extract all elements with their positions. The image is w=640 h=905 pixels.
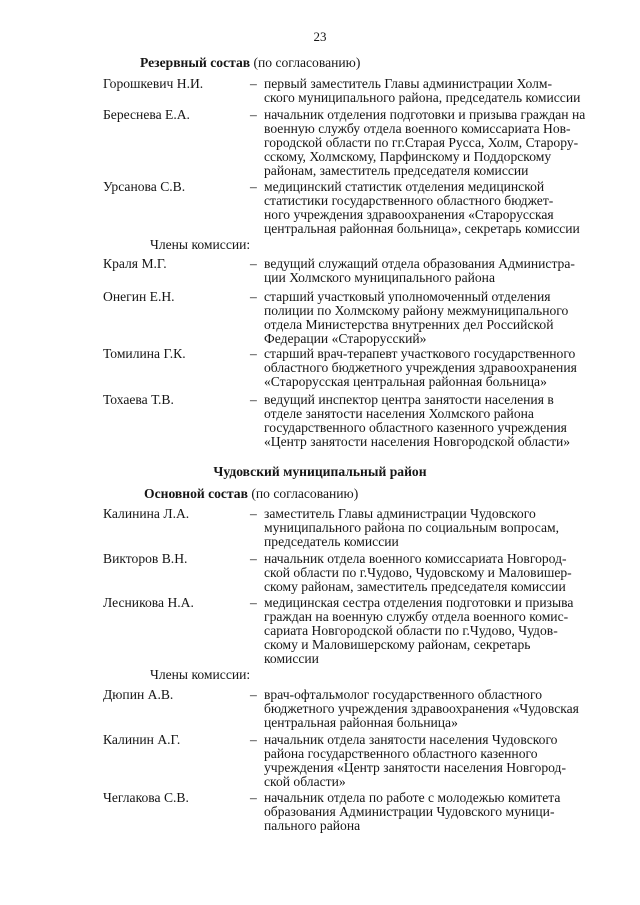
dash: – <box>250 506 257 521</box>
dash: – <box>250 289 257 304</box>
member-name: Горошкевич Н.И. <box>103 76 204 91</box>
dash: – <box>250 790 257 805</box>
member-name: Викторов В.Н. <box>103 551 188 566</box>
member-name: Лесникова Н.А. <box>103 595 194 610</box>
reserve-heading-note: (по согласованию) <box>250 55 361 70</box>
dash: – <box>250 346 257 361</box>
members-label: Члены комиссии: <box>150 237 251 252</box>
member-role: начальник отдела занятости населения Чудовского района государственного областного казенного учреждения «Центр занятости населения Новгород- ской области» <box>264 732 566 789</box>
dash: – <box>250 392 257 407</box>
dash: – <box>250 179 257 194</box>
member-name: Чеглакова С.В. <box>103 790 189 805</box>
dash: – <box>250 76 257 91</box>
member-role: ведущий инспектор центра занятости населения в отделе занятости населения Холмского района государственного областного казенного учреждения «Центр занятости населения Новгородской области» <box>264 392 571 449</box>
member-name: Дюпин А.В. <box>103 687 174 702</box>
member-role: начальник отдела по работе с молодежью комитета образования Администрации Чудовского муници- пального района <box>264 790 561 833</box>
dash: – <box>250 732 257 747</box>
member-role: медицинский статистик отделения медицинской статистики государственного областного бюджет- ного учреждения здравоохранения «Старорусская центральная районная больница», секретарь комиссии <box>264 179 580 236</box>
member-role: ведущий служащий отдела образования Администра- ции Холмского муниципального района <box>264 256 575 285</box>
member-name: Береснева Е.А. <box>103 107 190 122</box>
page-number: 23 <box>313 29 327 44</box>
member-role: заместитель Главы администрации Чудовского муниципального района по социальным вопросам, председатель комиссии <box>264 506 559 549</box>
member-role: врач-офтальмолог государственного областного бюджетного учреждения здравоохранения «Чудовская центральная районная больница» <box>264 687 579 730</box>
reserve-heading-bold: Резервный состав <box>140 55 251 70</box>
reserve-heading <box>140 56 360 70</box>
dash: – <box>250 107 257 122</box>
member-role: начальник отделения подготовки и призыва граждан на военную службу отдела военного комиссариата Нов- городской области по гг.Старая Русса, Холм, Старору- сскому, Холмскому, Парфинскому и Поддорскому районам, заместитель председателя комиссии <box>264 107 586 178</box>
main-heading-note: (по согласованию) <box>247 486 359 501</box>
main-heading-bold: Основной состав <box>144 486 248 501</box>
member-name: Калинин А.Г. <box>103 732 181 747</box>
dash: – <box>250 687 257 702</box>
district-title: Чудовский муниципальный район <box>213 464 427 479</box>
member-role: старший участковый уполномоченный отделения полиции по Холмскому району межмуниципального отдела Министерства внутренних дел Российской Федерации «Старорусский» <box>264 289 569 346</box>
dash: – <box>250 595 257 610</box>
main-heading <box>144 487 358 501</box>
member-role: старший врач-терапевт участкового государственного областного бюджетного учреждения здравоохранения «Старорусская центральная районная больница» <box>264 346 577 389</box>
member-name: Калинина Л.А. <box>103 506 190 521</box>
member-name: Краля М.Г. <box>103 256 167 271</box>
member-role: медицинская сестра отделения подготовки и призыва граждан на военную службу отдела военного комис- сариата Новгородской области по г.Чудово, Чудов- скому и Маловишерскому районам, секретарь комиссии <box>264 595 574 666</box>
dash: – <box>250 256 257 271</box>
member-name: Онегин Е.Н. <box>103 289 175 304</box>
member-role: первый заместитель Главы администрации Холм- ского муниципального района, председатель комиссии <box>264 76 581 105</box>
member-name: Тохаева Т.В. <box>103 392 174 407</box>
dash: – <box>250 551 257 566</box>
member-name: Урсанова С.В. <box>103 179 186 194</box>
member-name: Томилина Г.К. <box>103 346 186 361</box>
member-role: начальник отдела военного комиссариата Новгород- ской области по г.Чудово, Чудовскому и Маловишер- скому районам, заместитель председателя комиссии <box>264 551 572 594</box>
members-label: Члены комиссии: <box>150 667 251 682</box>
